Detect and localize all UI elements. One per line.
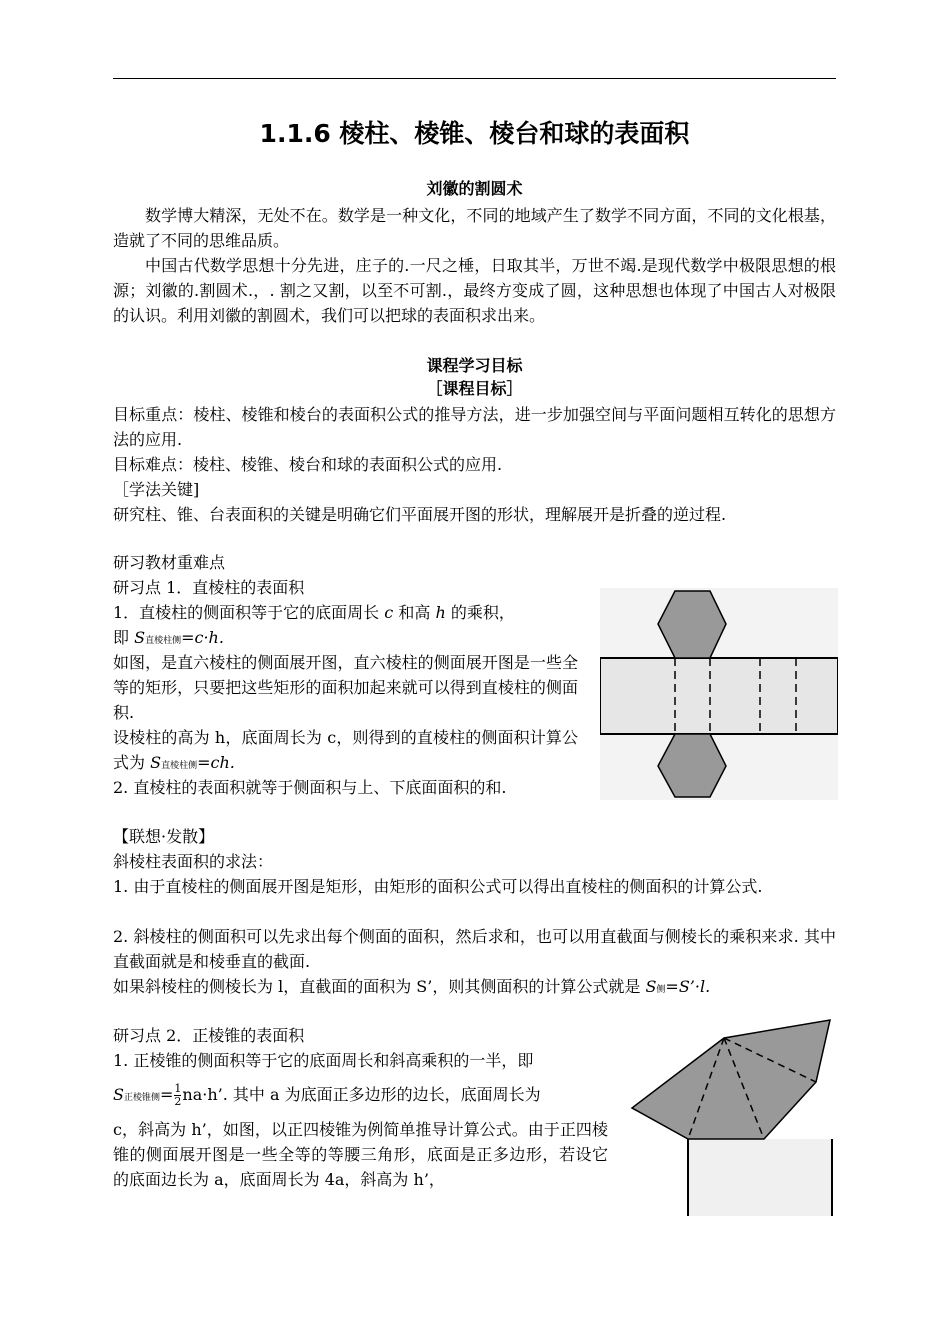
point2-title: 研习点 2．正棱锥的表面积 — [113, 1026, 305, 1045]
goals-heading: 课程学习目标 — [426, 356, 523, 375]
point1-line1: 1．直棱柱的侧面积等于它的底面周长 c 和高 h 的乘积， — [113, 603, 515, 622]
intro-paragraph-1: 数学博大精深，无处不在。数学是一种文化，不同的地域产生了数学不同方面，不同的文化根基，造就了不同的思维品质。 — [113, 206, 836, 250]
oblique-item-3: 如果斜棱柱的侧棱长为 l，直截面的面积为 S’，则其侧面积的计算公式就是 S侧=S’·l. — [113, 977, 711, 996]
oblique-item-2: 2. 斜棱柱的侧面积可以先求出每个侧面的面积，然后求和，也可以用直截面与侧棱长的乘积来求. 其中直截面就是和棱垂直的截面. — [113, 927, 836, 971]
oblique-title: 斜棱柱表面积的求法： — [113, 852, 274, 871]
header-rule — [113, 78, 836, 79]
intro-heading: 刘徽的割圆术 — [426, 179, 523, 198]
square-pyramid-net-figure — [630, 1016, 836, 1216]
pyramid-line1: 1. 正棱锥的侧面积等于它的底面周长和斜高乘积的一半，即 — [113, 1051, 534, 1070]
pyramid-formula: S正棱锥侧= $\frac{1}{2}$ na·h’. 其中 a 为底面正多边形的边长，底面周长为 — [113, 1082, 541, 1108]
hexagonal-prism-net-figure — [600, 588, 838, 800]
page-title: 1.1.6 棱柱、棱锥、棱台和球的表面积 — [259, 119, 690, 148]
one-half-fraction: $\frac{1}{2}$ — [174, 1082, 182, 1108]
point1-title: 研习点 1．直棱柱的表面积 — [113, 578, 305, 597]
association-label: 【联想·发散】 — [113, 827, 215, 846]
oblique-item-1: 1. 由于直棱柱的侧面展开图是矩形，由矩形的面积公式可以得出直棱柱的侧面积的计算公式. — [113, 877, 763, 896]
goal-key-point: 目标重点：棱柱、棱锥和棱台的表面积公式的推导方法，进一步加强空间与平面问题相互转化的思想方法的应用. — [113, 405, 836, 449]
intro-paragraph-2: 中国古代数学思想十分先进，庄子的.一尺之棰，日取其半，万世不竭.是现代数学中极限思想的根源；刘徽的.割圆术.，. 割之又割，以至不可割.，最终方变成了圆，这种思想也体现了中国古人对极限的认识。利用刘徽的割圆术，我们可以把球的表面积求出来。 — [113, 256, 836, 325]
goals-subheading: ［课程目标］ — [426, 379, 523, 398]
method-text: 研究柱、锥、台表面积的关键是明确它们平面展开图的形状，理解展开是折叠的逆过程. — [113, 505, 727, 524]
pyramid-rest: c，斜高为 h’，如图，以正四棱锥为例简单推导计算公式。由于正四棱锥的侧面展开图是一些全等的等腰三角形，底面是正多边形，若设它的底面边长为 a，底面周长为 4a，斜高为 h’， — [113, 1120, 608, 1189]
method-label: ［学法关键] — [113, 480, 200, 499]
prism-let-text: 设棱柱的高为 h，底面周长为 c，则得到的直棱柱的侧面积计算公式为 S直棱柱侧=ch. — [113, 728, 578, 772]
prism-figure-text: 如图，是直六棱柱的侧面展开图，直六棱柱的侧面展开图是一些全等的矩形，只要把这些矩形的面积加起来就可以得到直棱柱的侧面积. — [113, 653, 578, 722]
goal-difficulty: 目标难点：棱柱、棱锥、棱台和球的表面积公式的应用. — [113, 455, 503, 474]
prism-surface-text: 2. 直棱柱的表面积就等于侧面积与上、下底面面积的和. — [113, 778, 507, 797]
study-heading: 研习教材重难点 — [113, 553, 226, 572]
prism-formula: 即 S直棱柱侧=c·h. — [113, 628, 224, 647]
